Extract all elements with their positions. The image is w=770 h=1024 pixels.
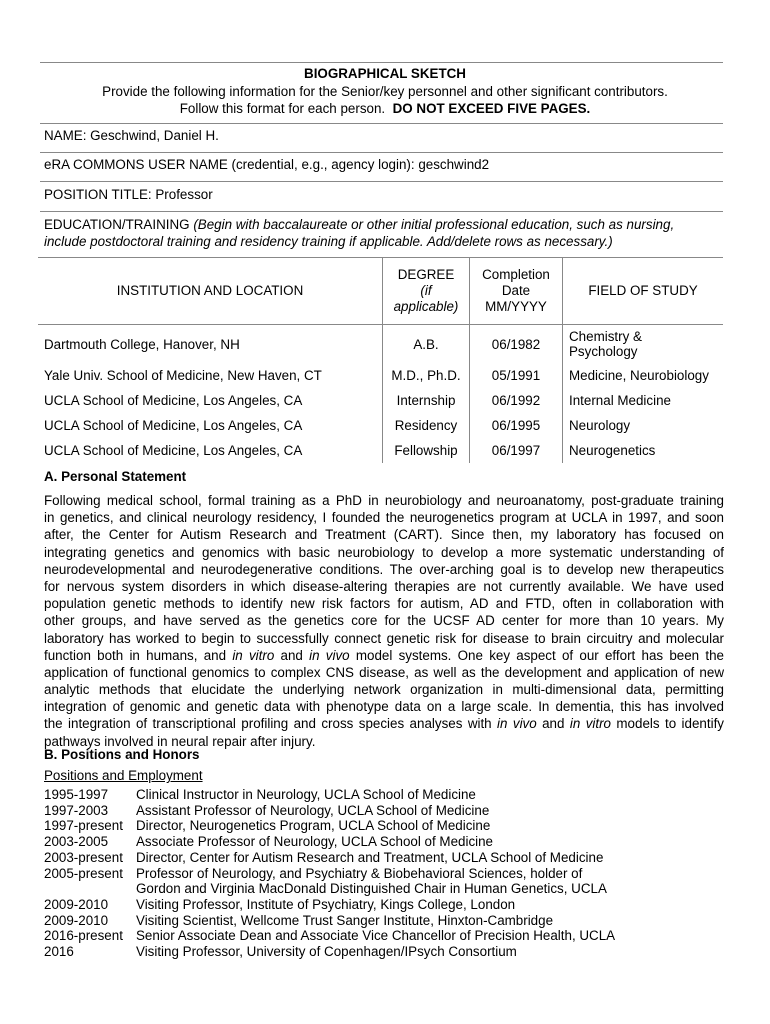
col-degree bbox=[383, 258, 470, 325]
position-years: 1997-present bbox=[44, 818, 123, 834]
list-item bbox=[44, 897, 615, 913]
document-title: BIOGRAPHICAL SKETCH bbox=[304, 66, 466, 81]
statement-line: after, the Center for Autism Research and Treatment (CART). Since then, my laboratory has focused on bbox=[44, 527, 724, 543]
position-years: 2016-present bbox=[44, 928, 123, 944]
instruction-line-1: Provide the following information for the Senior/key personnel and other significant contributors. bbox=[102, 84, 668, 99]
position-text: Clinical Instructor in Neurology, UCLA School of Medicine bbox=[136, 787, 476, 802]
field-cell: Internal Medicine bbox=[569, 393, 671, 408]
italic-run: in vitro bbox=[232, 647, 275, 663]
table-row bbox=[38, 363, 723, 388]
page-limit-warning: DO NOT EXCEED FIVE PAGES. bbox=[392, 101, 591, 116]
statement-line: laboratory has worked to begin to successfully connect genetic risk for disease to brain circuitry and molecular bbox=[44, 630, 724, 646]
statement-line: integration of genomic and genetic data with phenotype data on a large scale. In dementia, this has involved bbox=[44, 699, 724, 715]
text-run: and bbox=[274, 647, 310, 663]
instruction-line-2 bbox=[0, 101, 770, 116]
rule-4 bbox=[40, 211, 723, 212]
institution-cell: Yale Univ. School of Medicine, New Haven, CT bbox=[44, 368, 322, 383]
institution-cell: UCLA School of Medicine, Los Angeles, CA bbox=[44, 418, 303, 433]
position-years: 2009-2010 bbox=[44, 912, 109, 928]
position-text: Senior Associate Dean and Associate Vice Chancellor of Precision Health, UCLA bbox=[136, 928, 616, 944]
statement-line-mixed bbox=[44, 647, 724, 664]
education-table bbox=[38, 258, 723, 463]
statement-line: population genetic methods to identify new risk factors for autism, AD and FTD, often in collaboration with bbox=[44, 596, 724, 612]
rule-1 bbox=[40, 123, 723, 124]
degree-cell: Internship bbox=[383, 388, 470, 413]
italic-run: in vivo bbox=[309, 647, 350, 663]
instruction-plain: Follow this format for each person. bbox=[179, 101, 386, 116]
position-text: Assistant Professor of Neurology, UCLA School of Medicine bbox=[136, 802, 490, 818]
statement-line: Following medical school, formal training as a PhD in neurobiology and neuroanatomy, post-graduate training bbox=[44, 493, 724, 508]
position-years: 2003-present bbox=[44, 849, 123, 865]
text-run: the integration of transcriptional profiling and cross species analyses with bbox=[44, 716, 498, 732]
list-item bbox=[44, 928, 615, 944]
statement-line: in genetics, and clinical neurology residency, I founded the neurogenetics program at UCLA in 1997, and soon bbox=[44, 510, 724, 526]
education-label: EDUCATION/TRAINING bbox=[44, 217, 190, 232]
col-date-line3: MM/YYYY bbox=[485, 299, 547, 314]
position-text: Professor of Neurology, and Psychiatry & Biobehavioral Sciences, holder of bbox=[136, 865, 583, 881]
table-row bbox=[38, 438, 723, 463]
institution-cell: UCLA School of Medicine, Los Angeles, CA bbox=[44, 393, 303, 408]
list-item bbox=[44, 803, 615, 819]
personal-statement-heading: A. Personal Statement bbox=[44, 469, 187, 484]
name-field: NAME: Geschwind, Daniel H. bbox=[44, 128, 219, 143]
col-field: FIELD OF STUDY bbox=[563, 258, 724, 325]
italic-run: in vivo bbox=[497, 716, 537, 732]
degree-cell: Fellowship bbox=[383, 438, 470, 463]
field-cell bbox=[563, 325, 724, 364]
italic-run: in vitro bbox=[569, 716, 611, 732]
list-item bbox=[44, 787, 615, 803]
position-text: Visiting Professor, Institute of Psychiatry, Kings College, London bbox=[136, 896, 516, 912]
position-text: Director, Neurogenetics Program, UCLA School of Medicine bbox=[136, 818, 491, 834]
position-text: Visiting Professor, University of Copenhagen/IPsych Consortium bbox=[136, 944, 517, 960]
positions-heading: B. Positions and Honors bbox=[44, 747, 200, 762]
list-item bbox=[44, 834, 615, 850]
position-years: 2009-2010 bbox=[44, 896, 109, 912]
col-degree-line1: DEGREE bbox=[397, 267, 455, 282]
date-cell: 06/1997 bbox=[470, 438, 563, 463]
field-line1: Chemistry & bbox=[569, 329, 642, 344]
table-row bbox=[38, 325, 723, 364]
text-run: model systems. One key aspect of our effort has been the bbox=[349, 647, 724, 663]
date-cell: 05/1991 bbox=[470, 363, 563, 388]
statement-line: for nervous system disorders in which disease-altering therapies are not currently available. We have used bbox=[44, 578, 724, 594]
rule-2 bbox=[40, 152, 723, 153]
col-degree-line2: (if bbox=[420, 283, 432, 298]
degree-cell: M.D., Ph.D. bbox=[383, 363, 470, 388]
position-text: Gordon and Virginia MacDonald Distinguished Chair in Human Genetics, UCLA bbox=[136, 881, 607, 897]
list-item bbox=[44, 881, 615, 897]
education-instruction-2: include postdoctoral training and residency training if applicable. Add/delete rows as necessary.) bbox=[44, 234, 613, 249]
col-date bbox=[470, 258, 563, 325]
statement-line-mixed bbox=[44, 715, 724, 732]
text-run: function both in humans, and bbox=[44, 647, 233, 663]
date-cell: 06/1982 bbox=[470, 325, 563, 364]
position-years: 1997-2003 bbox=[44, 802, 109, 818]
personal-statement-body bbox=[44, 492, 724, 750]
position-years: 1995-1997 bbox=[44, 787, 109, 802]
text-run: and bbox=[536, 716, 570, 732]
table-header-row bbox=[38, 258, 723, 325]
rule-3 bbox=[40, 181, 723, 182]
positions-subheading: Positions and Employment bbox=[44, 768, 203, 783]
statement-line: integrating genetics and genomics with basic neurobiology to develop a more systematic understanding of bbox=[44, 544, 724, 560]
institution-cell: Dartmouth College, Hanover, NH bbox=[44, 336, 240, 352]
text-run: models to identify bbox=[611, 716, 724, 732]
date-cell: 06/1995 bbox=[470, 413, 563, 438]
field-cell: Neurology bbox=[569, 418, 631, 433]
position-text: Associate Professor of Neurology, UCLA School of Medicine bbox=[136, 834, 494, 850]
statement-line: analytic methods that elucidate the underlying network organization in multi-dimensional data, permitting bbox=[44, 682, 724, 698]
statement-line: pathways involved in neural repair after injury. bbox=[44, 733, 316, 749]
list-item bbox=[44, 913, 615, 929]
institution-cell: UCLA School of Medicine, Los Angeles, CA bbox=[44, 443, 303, 458]
field-cell: Neurogenetics bbox=[569, 443, 656, 458]
list-item bbox=[44, 850, 615, 866]
field-line2: Psychology bbox=[569, 344, 638, 359]
statement-line: application of functional genomics to complex CNS disease, as well as the development and application of new bbox=[44, 664, 724, 680]
education-instruction-1: (Begin with baccalaureate or other initial professional education, such as nursing, bbox=[193, 217, 675, 232]
position-years bbox=[44, 881, 136, 897]
list-item bbox=[44, 866, 615, 882]
table-row bbox=[38, 388, 723, 413]
degree-cell: A.B. bbox=[383, 325, 470, 364]
position-text: Visiting Scientist, Wellcome Trust Sanger Institute, Hinxton-Cambridge bbox=[136, 912, 554, 928]
list-item bbox=[44, 944, 615, 960]
list-item bbox=[44, 818, 615, 834]
col-degree-line3: applicable) bbox=[393, 299, 459, 314]
positions-list bbox=[44, 787, 615, 960]
position-title-field: POSITION TITLE: Professor bbox=[44, 187, 213, 202]
degree-cell: Residency bbox=[383, 413, 470, 438]
statement-line: neurodevelopmental and neurodegenerative conditions. The over-arching goal is to develop new therapeutics bbox=[44, 561, 724, 577]
position-years: 2005-present bbox=[44, 865, 123, 881]
table-row bbox=[38, 413, 723, 438]
top-rule bbox=[40, 62, 723, 63]
field-cell: Medicine, Neurobiology bbox=[569, 368, 709, 383]
position-text: Director, Center for Autism Research and Treatment, UCLA School of Medicine bbox=[136, 849, 604, 865]
col-date-line2: Date bbox=[501, 283, 531, 298]
statement-line: other groups, and have served as the genetics core for the UCSF AD center for more than 10 years. My bbox=[44, 613, 724, 629]
position-years: 2003-2005 bbox=[44, 834, 109, 850]
era-commons-field: eRA COMMONS USER NAME (credential, e.g., agency login): geschwind2 bbox=[44, 157, 490, 172]
position-years: 2016 bbox=[44, 944, 74, 960]
col-date-line1: Completion bbox=[482, 267, 550, 282]
col-institution: INSTITUTION AND LOCATION bbox=[38, 258, 383, 325]
education-intro bbox=[44, 217, 674, 232]
date-cell: 06/1992 bbox=[470, 388, 563, 413]
